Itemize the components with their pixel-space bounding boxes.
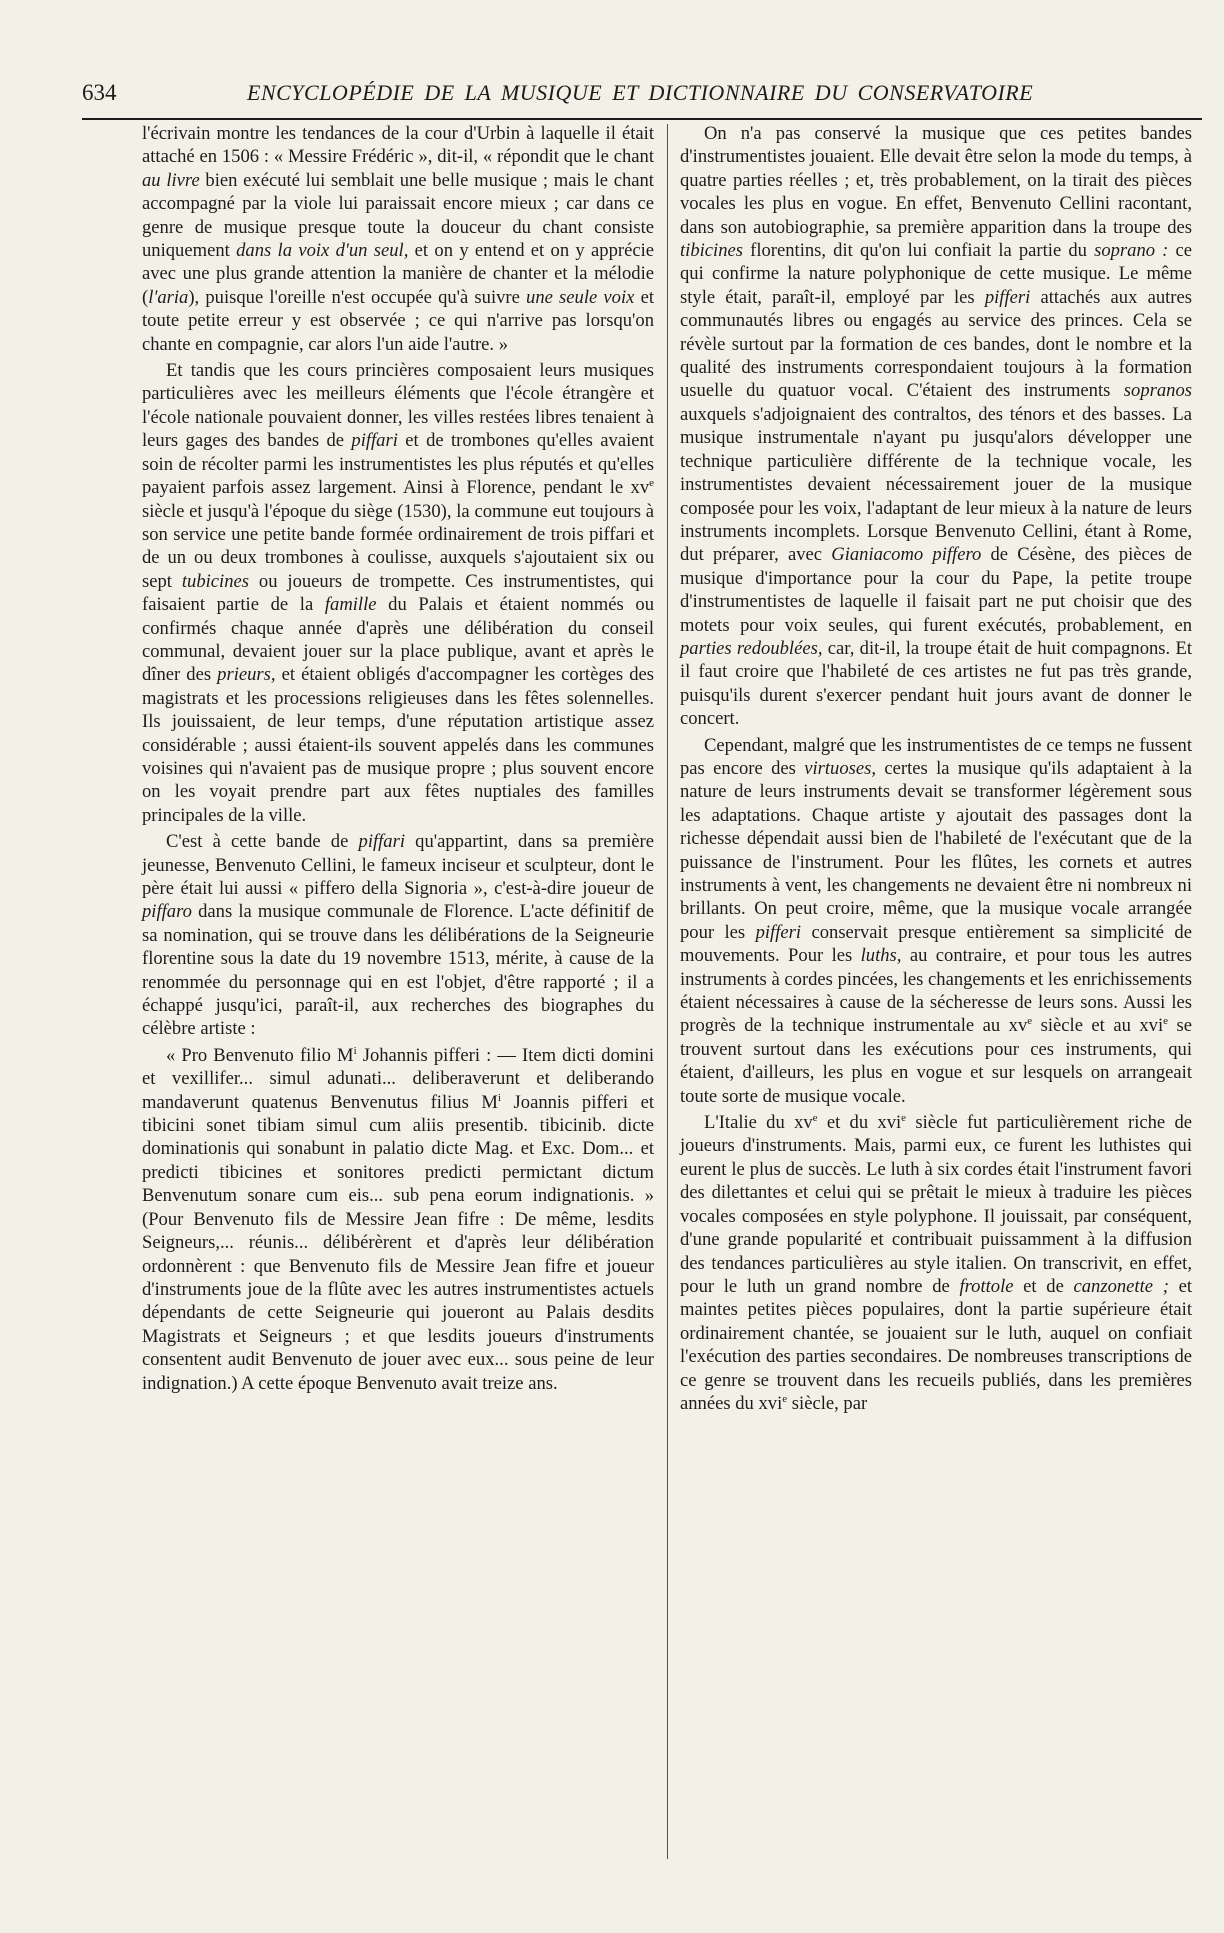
paragraph-luthists <box>680 1111 1192 1415</box>
text-run: siècle et jusqu'à l'époque du siège (1530), la commune eut toujours à son service une petite bande formée ordinairement de trois piffari et de un ou deux trombones à coulisse, auxquels s'ajoutaient six ou sept <box>142 500 654 592</box>
paragraph-cellini <box>142 830 654 1041</box>
text-run: du Palais et étaient nommés ou confirmés chaque année d'après une délibération du conseil communal, devaient jouer sur la place publique, avant et après le dîner des <box>142 594 654 686</box>
text-run: l'écrivain montre les tendances de la cour d'Urbin à laquelle il était attaché en 1506 : « Messire Frédéric », dit-il, « répondit que le chant <box>142 123 654 168</box>
italic-run: une seule voix <box>526 286 635 308</box>
text-run: et étaient obligés d'accompagner les cortèges des magistrats et les processions religieuses dans les fêtes solennelles. Ils jouissaient, de leur temps, d'une réputation artistique assez considérable ; aussi étaient-ils souvent appelés dans les communes voisines qui n'avaient pas de musique propre ; plus souvent encore on les voyait prendre part aux fêtes nuptiales des familles principales de la ville. <box>142 664 654 826</box>
italic-run: tubicines <box>181 570 249 592</box>
right-column <box>680 122 1192 1418</box>
text-run: et on y entend et on y apprécie avec une plus grande attention la manière de chanter et la mélodie ( <box>142 240 654 308</box>
italic-run: dans la voix d'un seul, <box>236 240 409 262</box>
text-run: ), puisque l'oreille n'est occupée qu'à suivre <box>188 286 527 308</box>
text-run: Cependant, malgré que les instrumentistes de ce temps ne fussent pas encore des <box>680 734 1192 779</box>
superscript: e <box>812 1111 818 1124</box>
italic-run: piffari <box>358 831 406 853</box>
text-run: Et tandis que les cours princières composaient leurs musiques particulières avec les meilleurs éléments que l'école étrangère et l'école nationale pouvaient donner, les villes restées libres tenaient à leurs gages des bandes de <box>142 360 654 452</box>
italic-run: famille <box>324 594 377 616</box>
italic-run: virtuoses, <box>804 757 877 779</box>
text-run: et du <box>817 1112 878 1134</box>
text-run: auxquels s'adjoignaient des contraltos, des ténors et des basses. La musique instrumentale n'ayant pu jusqu'alors développer une technique particulière différente de la technique vocale, les instrumentistes devaient nécessairement jouer de la musique composée pour les voix, l'adaptant de leur mieux à la nature de leurs instruments incomplets. Lorsque Benvenuto Cellini, étant à Rome, dut préparer, avec <box>680 403 1192 566</box>
italic-run: frottole <box>959 1275 1014 1297</box>
italic-run: piffari <box>351 430 398 452</box>
italic-run: l'aria <box>148 286 189 308</box>
page-number: 634 <box>82 80 117 105</box>
italic-run: soprano : <box>1094 240 1169 262</box>
text-run: et maintes petites pièces populaires, dont la partie supérieure était ordinairement chantée, se jouaient sur le luth, auquel on confiait l'exécution des parties secondaires. De nombreuses transcriptions de ce genre se trouvent dans les recueils publiés, dans les premières années du <box>680 1275 1192 1414</box>
text-run: et toute petite erreur y est observée ; ce qui n'arrive pas lorsqu'on chante en compagnie, car alors l'un aide l'autre. » <box>142 286 654 355</box>
italic-run: parties redoublées, <box>680 637 823 659</box>
text-run: dans la musique communale de Florence. L'acte définitif de sa nomination, qui se trouve dans les délibérations de la Seigneurie florentine sous la date du 19 novembre 1513, mérite, à cause de la renommée du personnage qui en est l'objet, d'être rapporté ; il a échappé jusqu'ici, paraît-il, aux recherches des biographes du célèbre artiste : <box>142 901 654 1040</box>
paragraph-urbin-quote <box>142 122 654 356</box>
paragraph-band-music <box>680 122 1192 731</box>
italic-run: pifferi <box>755 921 802 943</box>
italic-run: pifferi <box>984 286 1031 308</box>
text-run: Johannis pifferi : — Item dicti domini et vexillifer... simul adunati... deliberaverunt et deliberando mandaverunt quatenus Benvenutus filius M <box>142 1044 654 1113</box>
text-run: certes la musique qu'ils adaptaient à la nature de leurs instruments devait se transformer légèrement sous les adaptations. Chaque artiste y ajoutait des passages dont la richesse dépendait aussi bien de l'habileté de l'exécutant que de la puissance de l'instrument. Pour les flûtes, les cornets et autres instruments à vent, les changements ne devaient être ni nombreux ni brillants. On peut croire, même, que la musique vocale arrangée pour les <box>680 757 1192 943</box>
text-run: L'Italie du <box>704 1112 795 1134</box>
text-run: qu'appartint, dans sa première jeunesse, Benvenuto Cellini, le fameux inciseur et sculpteur, dont le père était lui aussi « piffero della Signoria », c'est-à-dire joueur de <box>142 831 654 899</box>
text-run: de Césène, des pièces de musique d'importance pour la cour du Pape, la petite troupe d'instrumentistes de laquelle il faisait part ne put choisir que des motets pour voix seules, qui furent exécutés, probablement, en <box>680 544 1193 636</box>
paragraph-latin-deed <box>142 1044 654 1395</box>
page-header <box>82 78 1202 120</box>
century-numeral: xv <box>794 1112 813 1134</box>
text-run: ou joueurs de trompette. Ces instrumentistes, qui faisaient partie de la <box>142 570 654 616</box>
column-divider <box>667 124 668 1859</box>
superscript: e <box>1027 1015 1033 1028</box>
text-run: On n'a pas conservé la musique que ces petites bandes d'instrumentistes jouaient. Elle devait être selon la mode du temps, à quatre parties réelles ; et, très probablement, on la tirait des pièces vocales les plus en vogue. En effet, Benvenuto Cellini racontant, dans son autobiographie, sa première apparition dans la troupe des <box>680 123 1192 238</box>
text-run: car, dit-il, la troupe était de huit compagnons. Et il faut croire que l'habileté de ces artistes ne fut pas très grande, puisqu'ils durent s'exercer pendant huit jours avant de donner le concert. <box>680 637 1193 730</box>
italic-run: prieurs, <box>217 664 276 686</box>
running-title: ENCYCLOPÉDIE DE LA MUSIQUE ET DICTIONNAIRE DU CONSERVATOIRE <box>247 80 1034 105</box>
superscript: i <box>353 1044 357 1057</box>
text-run: C'est à cette bande de <box>166 831 359 853</box>
italic-run: tibicines <box>680 240 743 262</box>
italic-run: piffaro <box>142 901 192 923</box>
italic-run: Gianiacomo piffero <box>831 544 982 566</box>
superscript: e <box>782 1392 788 1405</box>
italic-run: canzonette ; <box>1073 1275 1169 1297</box>
italic-run: sopranos <box>1123 380 1192 402</box>
text-run: siècle fut particulièrement riche de joueurs d'instruments. Mais, parmi eux, ce furent les luthistes qui eurent le plus de succès. Le luth à six cordes était l'instrument favori des dilettantes et celui qui se prêtait le mieux à traduire les pièces vocales composées en style polyphone. Il jouissait, par conséquent, d'une grande popularité et contribuait puissamment à la diffusion des tendances particulières au style italien. On transcrivit, en effet, pour le luth un grand nombre de <box>680 1112 1192 1297</box>
text-run: et de <box>1013 1275 1074 1297</box>
text-run: Joannis pifferi et tibicini sonet tibiam simul cum aliis presentib. tibicinib. dicte dominationis qui sonabunt in palatio dicte Mag. et Exc. Dom... et predicti tibicines et sonitores predicti permictant dictum Benvenutum sonare cum eis... sub pena eorum indignationis. » (Pour Benvenuto fils de Messire Jean fifre : De même, lesdits Seigneurs,... réunis... délibérèrent et d'après leur délibération ordonnèrent : que Benvenuto fils de Messire Jean fifre et joueur d'instruments joue de la flûte avec les autres instrumentistes actuels dépendants de cette Seigneurie qui joueront au Palais desdits Magistrats et Seigneurs ; et que lesdits joueurs d'instruments consentent audit Benvenuto de jouer avec eux... sous peine de leur indignation.) A cette époque Benvenuto avait treize ans. <box>142 1091 654 1394</box>
text-run: au contraire, et pour tous les autres instruments à cordes pincées, les changements et les enrichissements étaient nécessaires à cause de la sécheresse de leurs sons. Aussi les progrès de la technique instrumentale au <box>680 945 1192 1037</box>
text-run: conservait presque entièrement sa simplicité de mouvements. Pour les <box>680 921 1192 967</box>
text-run: et de trombones qu'elles avaient soin de récolter parmi les instrumentistes les plus réputés et qu'elles payaient parfois assez largement. Ainsi à Florence, pendant le <box>142 430 654 499</box>
superscript: e <box>649 476 654 489</box>
text-run: « Pro Benvenuto filio M <box>166 1044 354 1066</box>
text-run: siècle, par <box>787 1392 868 1414</box>
text-run: attachés aux autres communautés libres ou engagés au service des princes. Cela se révèle surtout par la formation de ces bandes, dont le nombre et la qualité des instruments correspondaient toujours à la formation usuelle du quatuor vocal. C'étaient des instruments <box>680 286 1192 402</box>
century-numeral: xvi <box>1139 1015 1164 1037</box>
text-run: siècle et au <box>1032 1015 1140 1037</box>
text-run: ce qui confirme la nature polyphonique de cette musique. Le même style était, paraît-il, employé par les <box>680 240 1193 308</box>
left-column <box>142 122 654 1398</box>
century-numeral: xvi <box>877 1112 902 1134</box>
text-run: se trouvent surtout dans les exécutions pour ces instruments, qui étaient, d'ailleurs, les plus en vogue et sur lesquels on arrangeait toute sorte de musique vocale. <box>680 1015 1193 1107</box>
text-run: florentins, dit qu'on lui confiait la partie du <box>743 240 1095 262</box>
text-run: bien exécuté lui semblait une belle musique ; mais le chant accompagné par la viole lui paraissait encore mieux ; car dans ce genre de musique presque toute la douceur du chant consiste uniquement <box>142 169 654 262</box>
century-numeral: xv <box>630 477 650 499</box>
century-numeral: xv <box>1008 1015 1028 1037</box>
superscript: e <box>1163 1015 1169 1028</box>
superscript: e <box>901 1111 907 1124</box>
century-numeral: xvi <box>758 1392 783 1414</box>
paragraph-florence-bands <box>142 359 654 827</box>
paragraph-virtuosity <box>680 734 1192 1109</box>
superscript: i <box>497 1091 501 1104</box>
italic-run: luths, <box>860 945 902 967</box>
italic-run: au livre <box>142 169 200 191</box>
